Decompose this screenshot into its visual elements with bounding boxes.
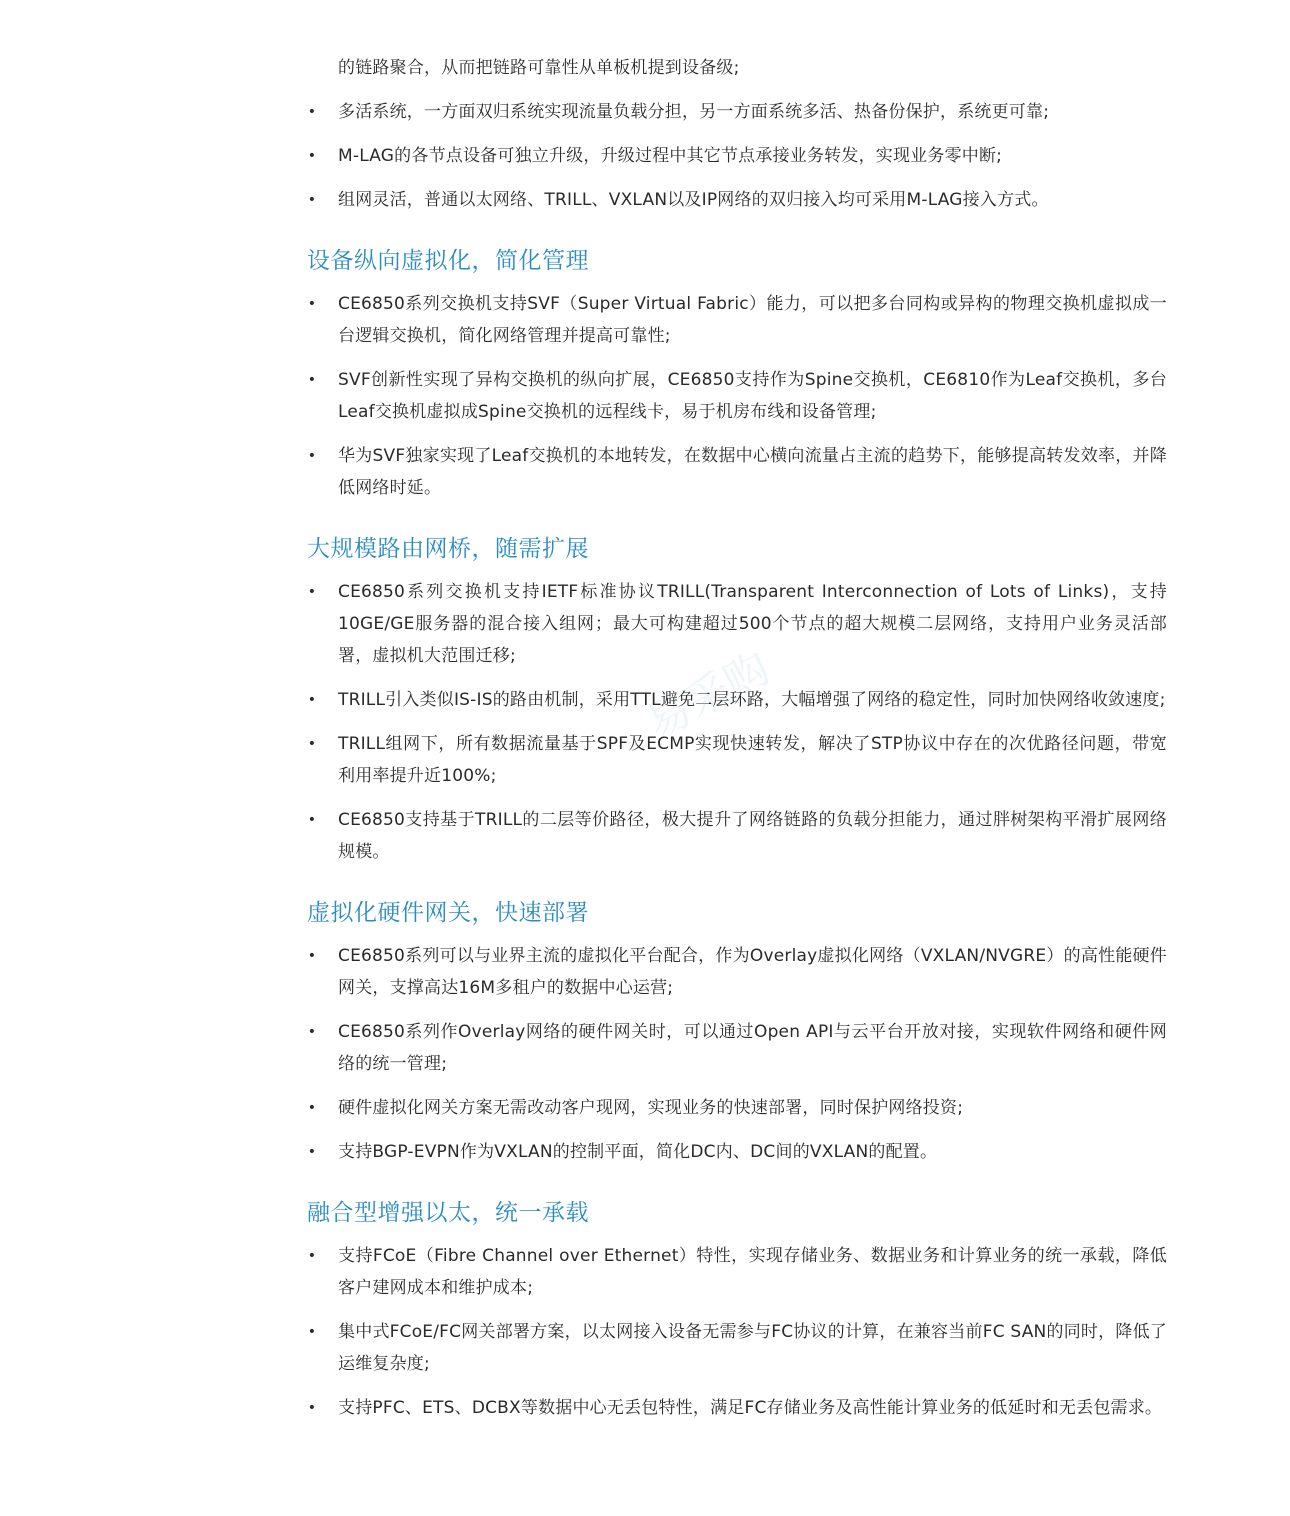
bullet-icon: • <box>307 812 317 828</box>
watermark: 易采购 <box>637 642 779 750</box>
list-item <box>307 1136 1167 1168</box>
section-title-trill: 大规模路由网桥，随需扩展 <box>307 536 589 562</box>
list-item-text: CE6850支持基于TRILL的二层等价路径，极大提升了网络链路的负载分担能力，通过胖树架构平滑扩展网络规模。 <box>338 810 1167 862</box>
section-bullet-list-svf <box>307 288 1167 504</box>
list-item-text: SVF创新性实现了异构交换机的纵向扩展，CE6850支持作为Spine交换机，CE6810作为Leaf交换机，多台Leaf交换机虚拟成Spine交换机的远程线卡，易于机房布线和设备管理; <box>338 370 1167 422</box>
bullet-icon: • <box>307 104 317 120</box>
list-item-text: 支持BGP-EVPN作为VXLAN的控制平面，简化DC内、DC间的VXLAN的配置。 <box>338 1142 938 1162</box>
list-item <box>307 804 1167 868</box>
list-item <box>307 440 1167 504</box>
list-item <box>307 1092 1167 1124</box>
list-item <box>307 288 1167 352</box>
bullet-icon: • <box>307 948 317 964</box>
list-item <box>307 1392 1167 1424</box>
bullet-icon: • <box>307 1024 317 1040</box>
bullet-icon: • <box>307 372 317 388</box>
list-item-text: CE6850系列交换机支持SVF（Super Virtual Fabric）能力，可以把多台同构或异构的物理交换机虚拟成一台逻辑交换机，简化网络管理并提高可靠性; <box>338 294 1167 346</box>
list-item <box>307 364 1167 428</box>
list-item-text: CE6850系列可以与业界主流的虚拟化平台配合，作为Overlay虚拟化网络（VXLAN/NVGRE）的高性能硬件网关，支撑高达16M多租户的数据中心运营; <box>338 946 1167 998</box>
section-bullet-list-trill <box>307 576 1167 868</box>
section-title-gateway: 虚拟化硬件网关，快速部署 <box>307 900 589 926</box>
list-item-text: 集中式FCoE/FC网关部署方案，以太网接入设备无需参与FC协议的计算，在兼容当前FC SAN的同时，降低了运维复杂度; <box>338 1322 1167 1374</box>
list-item-text: TRILL引入类似IS-IS的路由机制，采用TTL避免二层环路，大幅增强了网络的稳定性，同时加快网络收敛速度; <box>338 690 1166 710</box>
bullet-icon: • <box>307 1144 317 1160</box>
bullet-icon: • <box>307 1400 317 1416</box>
bullet-icon: • <box>307 736 317 752</box>
list-item-text: 支持PFC、ETS、DCBX等数据中心无丢包特性，满足FC存储业务及高性能计算业务的低延时和无丢包需求。 <box>338 1398 1163 1418</box>
bullet-icon: • <box>307 148 317 164</box>
section-bullet-list-gateway <box>307 940 1167 1168</box>
list-item <box>307 184 1167 216</box>
list-item <box>307 1240 1167 1304</box>
section-bullet-list-fcoe <box>307 1240 1167 1424</box>
list-item-text: 硬件虚拟化网关方案无需改动客户现网，实现业务的快速部署，同时保护网络投资; <box>338 1098 964 1118</box>
list-item <box>307 1016 1167 1080</box>
list-item-text: TRILL组网下，所有数据流量基于SPF及ECMP实现快速转发，解决了STP协议中存在的次优路径问题，带宽利用率提升近100%; <box>338 734 1167 786</box>
bullet-icon: • <box>307 192 317 208</box>
intro-bullet-list <box>307 96 1167 216</box>
section-title-fcoe: 融合型增强以太，统一承载 <box>307 1200 589 1226</box>
continuation-text: 的链路聚合，从而把链路可靠性从单板机提到设备级; <box>338 58 740 78</box>
list-item-text: M-LAG的各节点设备可独立升级，升级过程中其它节点承接业务转发，实现业务零中断; <box>338 146 1003 166</box>
list-item <box>307 96 1167 128</box>
bullet-icon: • <box>307 448 317 464</box>
section-title-svf: 设备纵向虚拟化，简化管理 <box>307 248 589 274</box>
list-item-text: 组网灵活，普通以太网络、TRILL、VXLAN以及IP网络的双归接入均可采用M-LAG接入方式。 <box>338 190 1049 210</box>
document-content <box>307 52 1167 1436</box>
list-item <box>307 728 1167 792</box>
list-item-text: CE6850系列交换机支持IETF标准协议TRILL(Transparent Interconnection of Lots of Links)，支持10GE/GE服务器的混合接入组网；最大可构建超过500个节点的超大规模二层网络，支持用户业务灵活部署，虚拟机大范围迁移; <box>338 582 1167 666</box>
list-item-text: 多活系统，一方面双归系统实现流量负载分担，另一方面系统多活、热备份保护，系统更可靠; <box>338 102 1050 122</box>
list-item <box>307 1316 1167 1380</box>
list-item <box>307 140 1167 172</box>
list-item-text: CE6850系列作Overlay网络的硬件网关时，可以通过Open API与云平台开放对接，实现软件网络和硬件网络的统一管理; <box>338 1022 1167 1074</box>
bullet-icon: • <box>307 584 317 600</box>
bullet-icon: • <box>307 692 317 708</box>
list-item-text: 支持FCoE（Fibre Channel over Ethernet）特性，实现存储业务、数据业务和计算业务的统一承载，降低客户建网成本和维护成本; <box>338 1246 1167 1298</box>
list-item-text: 华为SVF独家实现了Leaf交换机的本地转发，在数据中心横向流量占主流的趋势下，能够提高转发效率，并降低网络时延。 <box>338 446 1167 498</box>
bullet-icon: • <box>307 1324 317 1340</box>
bullet-icon: • <box>307 1100 317 1116</box>
list-item <box>307 940 1167 1004</box>
list-item <box>307 684 1167 716</box>
bullet-icon: • <box>307 1248 317 1264</box>
bullet-icon: • <box>307 296 317 312</box>
list-item <box>307 576 1167 672</box>
